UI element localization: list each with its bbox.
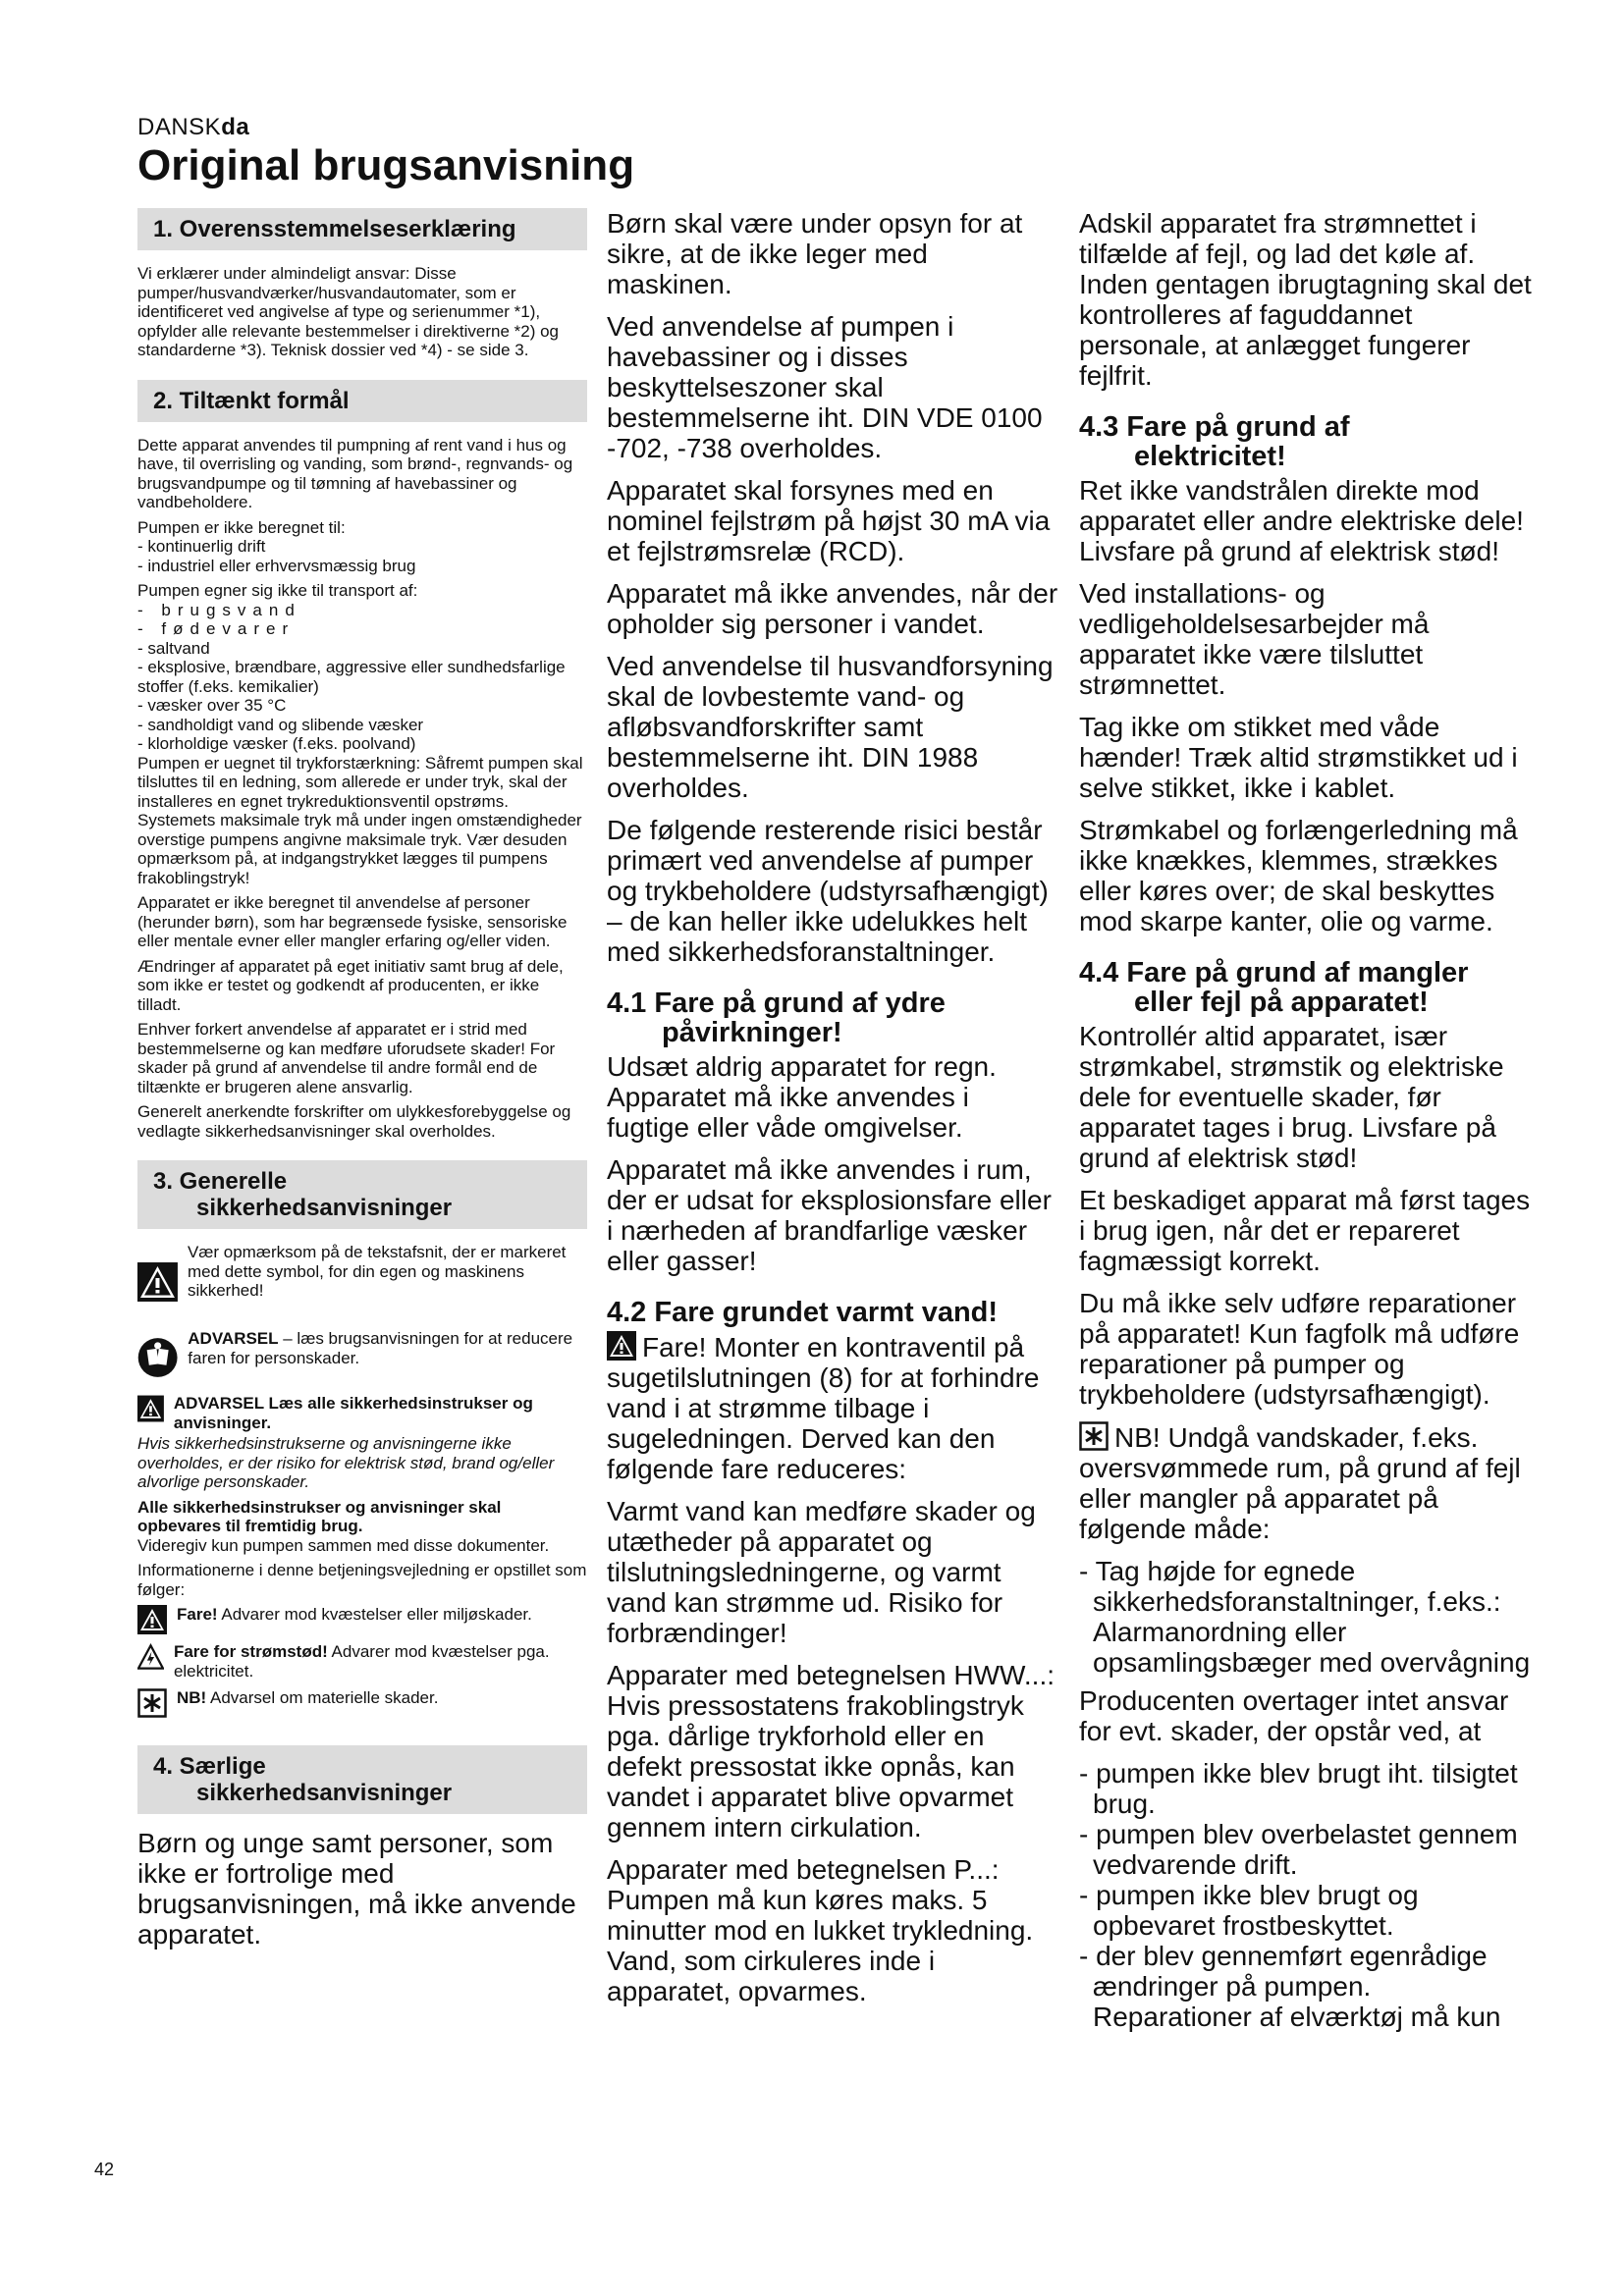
section-4-3-heading: 4.3 Fare på grund af elektricitet! (1079, 411, 1350, 472)
section-2-heading: 2. Tiltænkt formål (137, 380, 587, 422)
property-damage-icon (1079, 1421, 1109, 1451)
electric-legend: Fare for strømstød! Advarer mod kvæstelser pga. elektricitet. (137, 1642, 587, 1681)
explosion-text: Apparatet må ikke anvendes i rum, der er udsat for eksplosionsfare eller i nærheden af brandfarlige væsker eller gasser! (607, 1154, 1052, 1276)
rcd-text: Apparatet skal forsynes med en nominel fejlstrøm på højst 30 mA via et fejlstrømsrelæ (RCD). (607, 475, 1051, 566)
list-item: - væsker over 35 °C (137, 696, 287, 715)
document-title: Original brugsanvisning (137, 141, 635, 189)
warning-triangle-icon (137, 1605, 167, 1634)
domestic-water-text: Ved anvendelse til husvandforsyning skal de lovbestemte vand- og afløbsvandforskrifter samt bestemmelserne iht. DIN 1988 overholdes. (607, 651, 1054, 803)
list-item: - sandholdigt vand og slibende væsker (137, 715, 424, 734)
column-middle (607, 208, 1058, 2018)
section-4-4-heading: 4.4 Fare på grund af mangler eller fejl på apparatet! (1079, 957, 1469, 1018)
list-item: - kontinuerlig drift (137, 537, 266, 556)
list-item: - saltvand (137, 638, 210, 658)
read-manual-icon (137, 1329, 178, 1386)
list-item: - pumpen ikke blev brugt og opbevaret frostbeskyttet. (1079, 1880, 1419, 1941)
list-item: - der blev gennemført egenrådige ændringer på pumpen. (1079, 1941, 1488, 2002)
check-valve-text: Fare! Monter en kontraventil på sugetilslutningen (8) for at forhindre vand i at strømme tilbage i sugeledningen. Derved kan den følgende fare reduceres: (607, 1332, 1040, 1484)
repairs-text: Du må ikke selv udføre reparationer på apparatet! Kun fagfolk må udføre reparationer på pumper og trykbeholdere (udstyrsafhængigt). (1079, 1288, 1520, 1410)
list-item: - pumpen blev overbelastet gennem vedvarende drift. (1079, 1819, 1518, 1880)
inspection-text: Kontrollér altid apparatet, især strømkabel, strømstik og elektriske dele for eventuelle skader, før apparatet tages i brug. Livsfare på grund af elektrisk stød! (1079, 1021, 1504, 1173)
safety-warning-notice: ADVARSEL Læs alle sikkerhedsinstrukser og anvisninger. (137, 1394, 587, 1432)
p-devices-text: Apparater med betegnelsen P...: Pumpen må kun køres maks. 5 minutter mod en lukket trykledning. Vand, som cirkuleres inde i apparatet, opvarmes. (607, 1854, 1034, 2006)
list-item: - fødevarer (137, 619, 296, 638)
hww-text: Apparater med betegnelsen HWW...: Hvis pressostatens frakoblingstryk pga. dårlige trykforhold eller en defekt pressostat ikke opnås, kan vandet i apparatet blive opvarmet gennem intern cirkulation. (607, 1660, 1055, 1842)
language-label: DANSKda (137, 114, 250, 140)
section-3-heading: 3. Generelle sikkerhedsanvisninger (137, 1160, 587, 1229)
cable-text: Strømkabel og forlængerledning må ikke knækkes, klemmes, strækkes eller køres over; de skal beskyttes mod skarpe kanter, olie og varme. (1079, 815, 1518, 936)
danger-legend: Fare! Advarer mod kvæstelser eller miljøskader. (137, 1605, 587, 1634)
garden-pond-text: Ved anvendelse af pumpen i havebassiner og i disses beskyttelseszoner skal bestemmelserne iht. DIN VDE 0100 -702, -738 overholdes. (607, 311, 1043, 463)
list-item: - industriel eller erhvervsmæssig brug (137, 556, 416, 575)
warning-triangle-icon (137, 1394, 164, 1423)
declaration-text: Vi erklærer under almindeligt ansvar: Disse pumper/husvandværker/husvandautomater, som er identificeret ved angivelse af type og serienummer *1), opfylder alle relevante bestemmelser i direktiverne *2) og standarderne *3). Teknisk dossier ved *4) - se side 3. (137, 264, 559, 359)
electric-shock-icon (137, 1642, 164, 1672)
read-manual-notice: ADVARSEL – læs brugsanvisningen for at reducere faren for personskader. (137, 1329, 587, 1386)
damaged-device-text: Et beskadiget apparat må først tages i brug igen, når det er repareret fagmæssigt korrekt. (1079, 1185, 1531, 1276)
not-intended-heading: Pumpen er ikke beregnet til: (137, 517, 346, 537)
pressure-text: Pumpen er uegnet til trykforstærkning: Såfremt pumpen skal tilsluttes til en ledning, som allerede er under tryk, skal der installeres en egnet trykreduktionsventil opstrøms. Systemets maksimale tryk må under ingen omstændigheder overstige pumpens angivne maksimale tryk. Vær desuden opmærksom på, at indgangstrykket lægges til pumpens frakoblingstryk! (137, 753, 583, 887)
info-layout-text: Informationerne i denne betjeningsvejledning er opstillet som følger: (137, 1561, 587, 1599)
water-damage-text: NB! Undgå vandskader, f.eks. oversvømmede rum, på grund af fejl eller mangler på apparatet på følgende måde: (1079, 1422, 1521, 1544)
children-text: Børn og unge samt personer, som ikke er fortrolige med brugsanvisningen, må ikke anvende apparatet. (137, 1828, 576, 1949)
list-item: - eksplosive, brændbare, aggressive eller sundhedsfarlige stoffer (f.eks. kemikalier) (137, 658, 566, 696)
warning-triangle-icon (137, 1243, 178, 1321)
section-4-1-heading: 4.1 Fare på grund af ydre påvirkninger! (607, 988, 946, 1048)
hot-water-text: Varmt vand kan medføre skader og utætheder på apparatet og tilslutningsledningerne, og varmt vand kan strømme ud. Risiko for forbrændinger! (607, 1496, 1036, 1648)
notice-legend: NB! Advarsel om materielle skader. (137, 1688, 587, 1718)
list-item: - pumpen ikke blev brugt iht. tilsigtet brug. (1079, 1758, 1518, 1819)
residual-risks-text: De følgende resterende risici består primært ved anvendelse af pumper og trykbeholdere (udstyrsafhængigt) – de kan heller ikke udelukkes helt med sikkerhedsforanstaltninger. (607, 815, 1049, 967)
column-right (1079, 208, 1541, 2032)
page-number: 42 (94, 2160, 115, 2179)
intended-use-text: Dette apparat anvendes til pumpning af rent vand i hus og have, til overrisling og vanding, som brønd-, regnvands- og brugsvandpumpe og til tømning af havebassiner og vandbeholdere. (137, 435, 573, 511)
persons-text: Apparatet er ikke beregnet til anvendelse af personer (herunder børn), som har begrænsede fysiske, sensoriske eller mentale evner eller mangler erfaring og/eller viden. (137, 893, 568, 950)
supervision-text: Børn skal være under opsyn for at sikre, at de ikke leger med maskinen. (607, 208, 1023, 299)
liability-text: Producenten overtager intet ansvar for evt. skader, der opstår ved, at (1079, 1685, 1509, 1746)
warning-notice: Vær opmærksom på de tekstafsnit, der er markeret med dette symbol, for din egen og maskinens sikkerhed! (137, 1243, 587, 1321)
misuse-text: Enhver forkert anvendelse af apparatet er i strid med bestemmelserne og kan medføre uforudsete skader! For skader på grund af anvendelse til andre formål end de tiltænkte er brugeren alene ansvarlig. (137, 1020, 556, 1096)
transport-heading: Pumpen egner sig ikke til transport af: (137, 581, 418, 600)
persons-in-water-text: Apparatet må ikke anvendes, når der opholder sig personer i vandet. (607, 578, 1058, 639)
list-item: - Tag højde for egnede sikkerhedsforanstaltninger, f.eks.: Alarmanordning eller opsamlingsbæger med overvågning (1079, 1556, 1531, 1678)
rain-text: Udsæt aldrig apparatet for regn. Apparatet må ikke anvendes i fugtige eller våde omgivelser. (607, 1051, 997, 1143)
column-left (137, 208, 587, 1961)
maintenance-text: Ved installations- og vedligeholdelsesarbejder må apparatet ikke være tilsluttet strømnettet. (1079, 578, 1430, 700)
water-jet-text: Ret ikke vandstrålen direkte mod apparatet eller andre elektriske dele! Livsfare på grund af elektrisk stød! (1079, 475, 1524, 566)
list-item: - brugsvand (137, 600, 301, 619)
section-4-2-heading: 4.2 Fare grundet varmt vand! (607, 1297, 999, 1328)
warning-triangle-icon (607, 1331, 636, 1361)
section-1-heading: 1. Overensstemmelseserklæring (137, 208, 587, 250)
modifications-text: Ændringer af apparatet på eget initiativ samt brug af dele, som ikke er testet og godkendt af producenten, er ikke tilladt. (137, 956, 564, 1014)
keep-instructions: Alle sikkerhedsinstrukser og anvisninger skal opbevares til fremtidig brug. (137, 1497, 502, 1535)
pass-on-text: Videregiv kun pumpen sammen med disse dokumenter. (137, 1535, 550, 1555)
power-tool-repairs-text: Reparationer af elværktøj må kun (1093, 2002, 1501, 2032)
property-damage-icon (137, 1688, 167, 1718)
plug-text: Tag ikke om stikket med våde hænder! Træk altid strømstikket ud i selve stikket, ikke i kablet. (1079, 712, 1518, 803)
list-item: - klorholdige væsker (f.eks. poolvand) (137, 734, 416, 753)
safety-warning-detail: Hvis sikkerhedsinstrukserne og anvisningerne ikke overholdes, er der risiko for elektrisk stød, brand og/eller alvorlige personskader. (137, 1434, 555, 1491)
regulations-text: Generelt anerkendte forskrifter om ulykkesforebyggelse og vedlagte sikkerhedsanvisninger skal overholdes. (137, 1102, 571, 1141)
section-4-heading: 4. Særlige sikkerhedsanvisninger (137, 1745, 587, 1814)
disconnect-text: Adskil apparatet fra strømnettet i tilfælde af fejl, og lad det køle af. Inden gentagen ibrugtagning skal det kontrolleres af faguddannet personale, at anlægget fungerer fejlfrit. (1079, 208, 1532, 391)
